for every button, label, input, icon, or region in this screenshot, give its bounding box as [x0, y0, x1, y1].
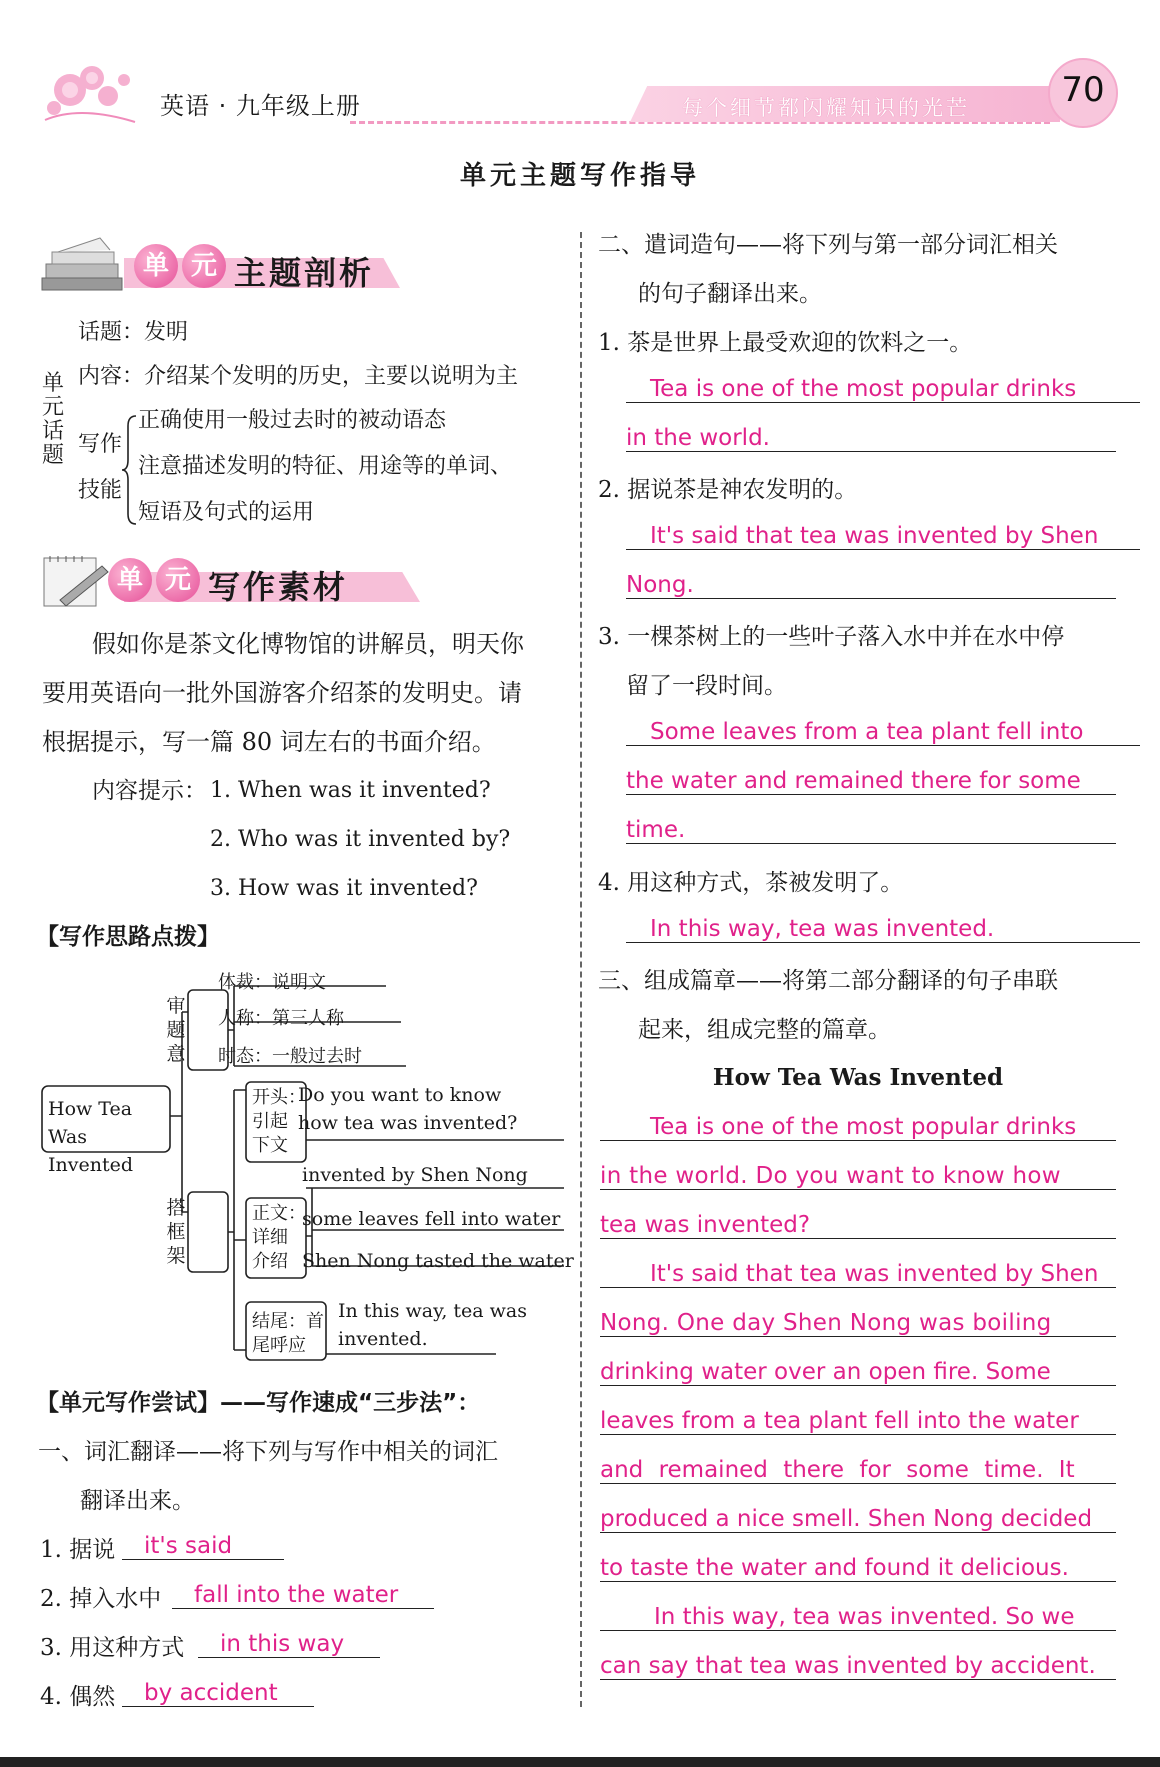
- sentence-answer-4: In this way, tea was invented.: [626, 916, 1140, 943]
- skill-brace: [120, 414, 140, 526]
- branch2-char-3: 架: [166, 1245, 186, 1267]
- sentence-answer-3a: Some leaves from a tea plant fell into: [626, 719, 1140, 746]
- trial-heading: 【单元写作尝试】——写作速成“三步法”：: [36, 1390, 481, 1416]
- body-line-1: 正文：: [252, 1203, 306, 1224]
- vocab-q-1: 1. 据说: [40, 1537, 116, 1563]
- step3-title-1: 三、组成篇章——将第二部分翻译的句子串联: [598, 968, 1058, 994]
- sentence-answer-1a: Tea is one of the most popular drinks: [626, 376, 1140, 403]
- page-title: 单元主题写作指导: [459, 161, 700, 191]
- map-root: [48, 1095, 168, 1179]
- map-opening-text-2: how tea was invented?: [298, 1112, 518, 1134]
- essay-line-11: In this way, tea was invented. So we: [600, 1604, 1116, 1631]
- skill-label-2: 技能: [78, 478, 123, 503]
- map-body-item-1: invented by Shen Nong: [302, 1164, 528, 1186]
- body-line-2: 详细: [252, 1227, 288, 1248]
- map-opening-text-1: Do you want to know: [298, 1084, 502, 1106]
- opening-line-3: 下文: [252, 1135, 288, 1156]
- skill-line-2: 注意描述发明的特征、用途等的单词、: [138, 454, 513, 479]
- sentence-q-1: 1. 茶是世界上最受欢迎的饮料之一。: [598, 330, 973, 356]
- vocab-q-3: 3. 用这种方式: [40, 1635, 185, 1661]
- sentence-answer-1b: in the world.: [626, 425, 1116, 452]
- sentence-q-3a: 3. 一棵茶树上的一些叶子落入水中并在水中停: [598, 624, 1065, 650]
- step2-title-2: 的句子翻译出来。: [638, 281, 822, 307]
- map-person: 人称：第三人称: [218, 1008, 344, 1029]
- sentence-q-3b: 留了一段时间。: [626, 673, 787, 699]
- header-subject: 英语 · 九年级上册: [160, 92, 361, 120]
- header-flower-ornament: [40, 50, 140, 130]
- topic-line: 话题：发明: [78, 320, 189, 345]
- essay-line-2: in the world. Do you want to know how: [600, 1163, 1116, 1190]
- ending-line-1: 结尾：首: [252, 1311, 324, 1332]
- section-title-2: 写作素材: [208, 568, 349, 606]
- hint-1: 1. When was it invented?: [210, 778, 491, 803]
- map-genre: 体裁：说明文: [218, 972, 326, 993]
- header-slogan: 每个细节都闪耀知识的光芒: [682, 96, 970, 120]
- map-tense: 时态：一般过去时: [218, 1046, 362, 1067]
- essay-line-1: Tea is one of the most popular drinks: [600, 1114, 1116, 1141]
- badge-dan-2: 单: [108, 558, 152, 602]
- sentence-q-4: 4. 用这种方式，茶被发明了。: [598, 870, 904, 896]
- body-line-3: 介绍: [252, 1251, 288, 1272]
- step1-title-1: 一、词汇翻译——将下列与写作中相关的词汇: [38, 1439, 498, 1465]
- opening-line-1: 开头：: [252, 1087, 306, 1108]
- section-title: 主题剖析: [234, 254, 375, 292]
- essay-line-7: leaves from a tea plant fell into the water: [600, 1408, 1116, 1435]
- vocab-answer-2: fall into the water: [172, 1582, 434, 1609]
- map-body-item-2: some leaves fell into water: [302, 1208, 561, 1230]
- essay-line-12: can say that tea was invented by accident.: [600, 1653, 1116, 1680]
- vocab-answer-1: it's said: [122, 1533, 284, 1560]
- vocab-q-2: 2. 掉入水中: [40, 1586, 162, 1612]
- sentence-answer-2b: Nong.: [626, 572, 1116, 599]
- map-ending: [252, 1310, 324, 1358]
- opening-line-2: 引起: [252, 1111, 288, 1132]
- sentence-answer-2a: It's said that tea was invented by Shen: [626, 523, 1140, 550]
- map-body-item-3: Shen Nong tasted the water: [302, 1250, 574, 1272]
- essay-line-5: Nong. One day Shen Nong was boiling: [600, 1310, 1116, 1337]
- content-line: 内容：介绍某个发明的历史，主要以说明为主: [78, 364, 519, 389]
- badge-yuan-2: 元: [156, 558, 200, 602]
- essay-title: How Tea Was Invented: [712, 1064, 1004, 1091]
- branch1-char-2: 题: [166, 1019, 186, 1041]
- skill-line-1: 正确使用一般过去时的被动语态: [138, 408, 447, 433]
- prompt-line-2: 要用英语向一批外国游客介绍茶的发明史。请: [42, 679, 522, 707]
- map-branch-shentiyi: [166, 994, 186, 1066]
- section-banner-analysis: [44, 244, 404, 292]
- map-branch-dakuangjia: [166, 1196, 186, 1268]
- column-divider: [580, 232, 582, 1707]
- badge-yuan: 元: [182, 244, 226, 288]
- branch1-char-3: 意: [166, 1043, 186, 1065]
- side-label-unit-topic: 单元话题: [42, 371, 65, 468]
- badge-dan: 单: [134, 244, 178, 288]
- skill-label-1: 写作: [78, 432, 123, 457]
- vocab-q-4: 4. 偶然: [40, 1684, 116, 1710]
- branch2-char-1: 搭: [166, 1197, 186, 1219]
- map-ending-text-1: In this way, tea was: [338, 1300, 527, 1322]
- vocab-answer-3: in this way: [198, 1631, 380, 1658]
- sentence-q-2: 2. 据说茶是神农发明的。: [598, 477, 858, 503]
- sentence-answer-3c: time.: [626, 817, 1116, 844]
- step2-title-1: 二、遣词造句——将下列与第一部分词汇相关: [598, 232, 1058, 258]
- branch2-char-2: 框: [166, 1221, 186, 1243]
- map-root-line-1: How Tea: [48, 1098, 133, 1120]
- thinking-heading: 【写作思路点拨】: [36, 924, 220, 950]
- ending-line-2: 尾呼应: [252, 1335, 306, 1356]
- map-body: [252, 1202, 306, 1274]
- step3-title-2: 起来，组成完整的篇章。: [638, 1017, 891, 1043]
- bottom-edge: [0, 1757, 1160, 1767]
- skill-line-3: 短语及句式的运用: [138, 500, 315, 525]
- sentence-answer-3b: the water and remained there for some: [626, 768, 1116, 795]
- essay-line-10: to taste the water and found it delicious.: [600, 1555, 1116, 1582]
- branch1-char-1: 审: [166, 995, 186, 1017]
- hint-label: 内容提示：: [92, 778, 207, 804]
- vocab-answer-4: by accident: [122, 1680, 314, 1707]
- map-root-line-2: Was: [48, 1126, 87, 1148]
- step1-title-2: 翻译出来。: [80, 1488, 195, 1514]
- hint-3: 3. How was it invented?: [210, 876, 478, 901]
- page-number: 70: [1061, 70, 1105, 110]
- hint-2: 2. Who was it invented by?: [210, 827, 511, 852]
- prompt-line-1: 假如你是茶文化博物馆的讲解员，明天你: [92, 630, 524, 658]
- section-banner-material: [44, 558, 404, 606]
- map-ending-text-2: invented.: [338, 1328, 428, 1350]
- essay-line-3: tea was invented?: [600, 1212, 1116, 1239]
- essay-line-4: It's said that tea was invented by Shen: [600, 1261, 1116, 1288]
- essay-line-6: drinking water over an open fire. Some: [600, 1359, 1116, 1386]
- map-root-line-3: Invented: [48, 1154, 133, 1176]
- essay-line-9: produced a nice smell. Shen Nong decided: [600, 1506, 1116, 1533]
- prompt-line-3: 根据提示，写一篇 80 词左右的书面介绍。: [42, 728, 496, 756]
- essay-line-8: and remained there for some time. It: [600, 1457, 1116, 1484]
